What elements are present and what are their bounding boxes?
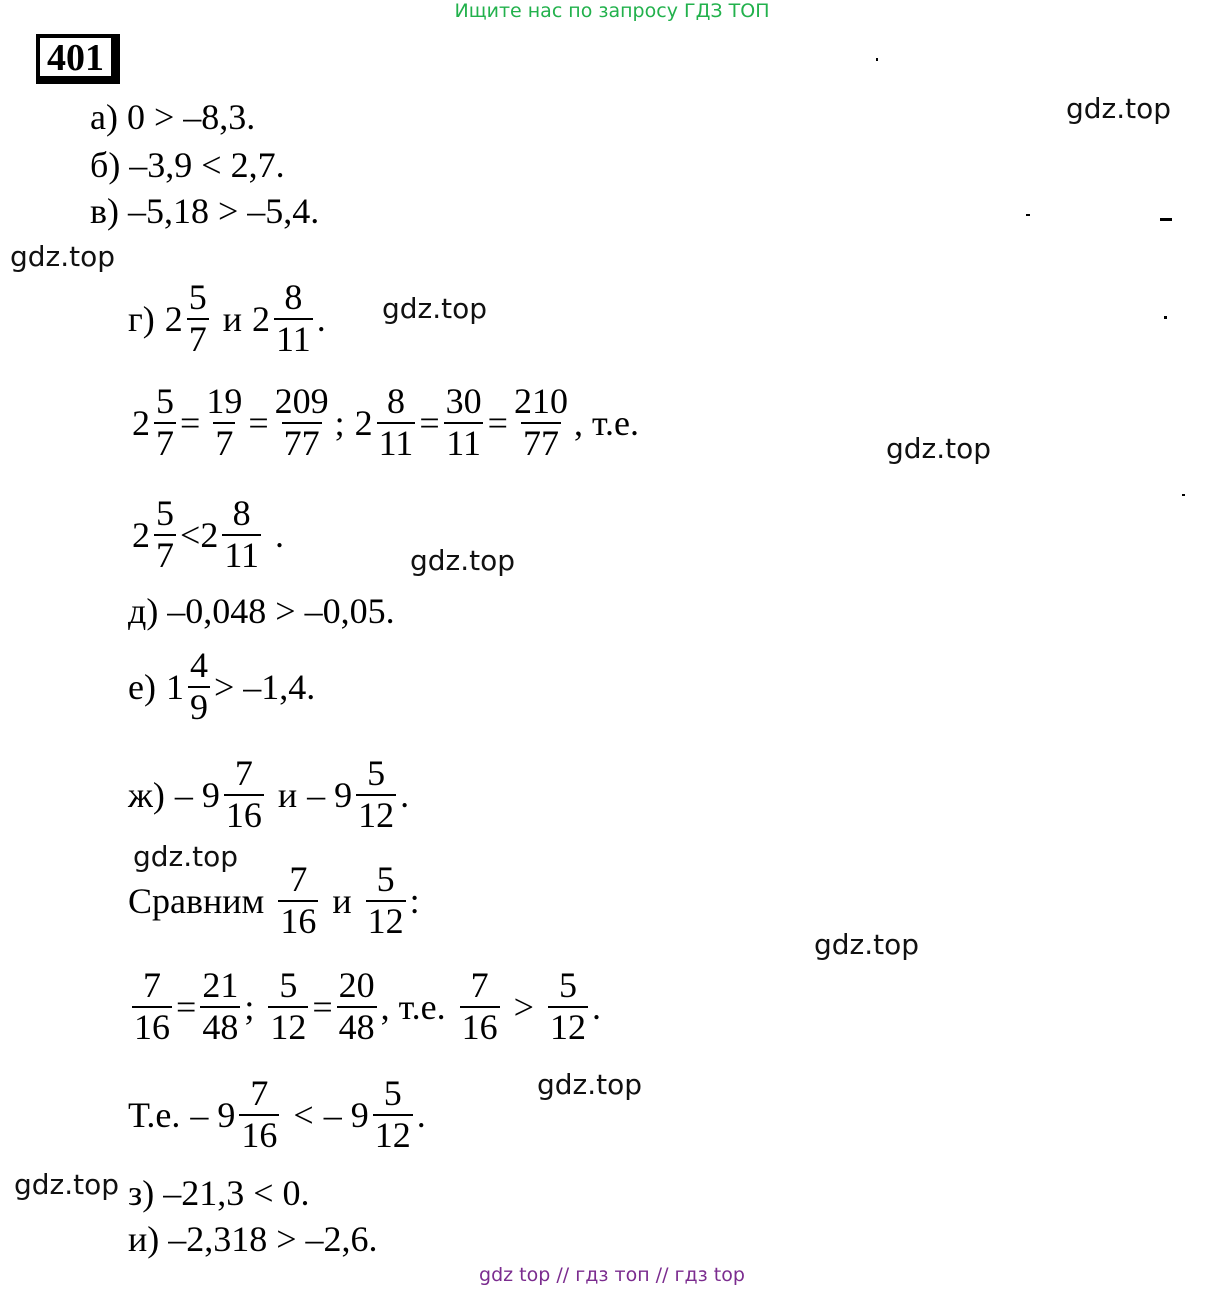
denominator: 7	[188, 318, 207, 359]
numerator: 8	[284, 277, 303, 317]
watermark: gdz.top	[886, 432, 992, 465]
numerator: 7	[289, 859, 308, 899]
fraction	[356, 754, 396, 835]
equals: =	[419, 402, 440, 443]
fraction	[377, 382, 416, 463]
period: .	[316, 298, 326, 339]
watermark: gdz.top	[14, 1168, 120, 1201]
period: .	[400, 774, 410, 815]
footer-links	[0, 1264, 1224, 1286]
conclusion-word: , т.е.	[573, 402, 639, 443]
fraction	[154, 382, 176, 463]
whole: 2	[200, 514, 219, 555]
fraction	[460, 966, 500, 1047]
numerator: 5	[383, 1073, 402, 1113]
denominator: 12	[367, 900, 404, 941]
equals: =	[248, 402, 269, 443]
answer-e	[128, 646, 315, 727]
denominator: 16	[241, 1114, 278, 1155]
whole: 2	[252, 298, 271, 339]
whole: – 9	[190, 1094, 236, 1135]
denominator: 11	[446, 422, 481, 463]
numerator: 8	[232, 493, 251, 533]
compare-line	[128, 860, 420, 941]
period: .	[274, 514, 284, 555]
watermark: gdz.top	[410, 544, 516, 577]
fraction	[224, 754, 264, 835]
numerator: 5	[156, 493, 174, 533]
answer-g-statement	[128, 278, 326, 359]
fraction	[512, 382, 570, 463]
greater-than: >	[513, 986, 534, 1027]
denominator: 16	[280, 900, 317, 941]
fraction	[274, 278, 313, 359]
numerator: 19	[206, 381, 243, 421]
denominator: 16	[461, 1006, 498, 1047]
less-than: <	[180, 514, 201, 555]
denominator: 48	[202, 1006, 239, 1047]
denominator: 11	[378, 422, 414, 463]
denominator: 77	[522, 422, 559, 463]
denominator: 7	[215, 422, 234, 463]
answer-a: а) 0 > –8,3.	[90, 97, 256, 137]
numerator: 5	[188, 277, 207, 317]
watermark: gdz.top	[537, 1068, 643, 1101]
fraction	[222, 494, 261, 575]
denominator: 12	[549, 1006, 586, 1047]
common-denominator-line	[128, 966, 601, 1047]
watermark: gdz.top	[814, 928, 920, 961]
numerator: 21	[202, 965, 239, 1005]
fraction	[132, 966, 172, 1047]
answer-b: б) –3,9 < 2,7.	[90, 145, 285, 185]
less-than: <	[293, 1094, 314, 1135]
footer-link-gdz-top-ru[interactable]: гдз топ	[575, 1264, 650, 1286]
fraction	[337, 966, 377, 1047]
numerator: 5	[558, 965, 577, 1005]
compare-word: Сравним	[128, 880, 265, 921]
denominator: 77	[283, 422, 320, 463]
numerator: 30	[445, 381, 482, 421]
whole: 2	[132, 402, 150, 443]
denominator: 16	[134, 1006, 170, 1047]
answer-i: и) –2,318 > –2,6.	[128, 1219, 378, 1259]
watermark: gdz.top	[1066, 92, 1172, 125]
numerator: 4	[189, 645, 208, 685]
label: ж)	[128, 774, 165, 815]
whole: – 9	[174, 774, 220, 815]
watermark: gdz.top	[133, 840, 239, 873]
watermark: gdz.top	[10, 240, 116, 273]
answer-g-result	[132, 494, 284, 575]
answer-zh-statement	[128, 754, 409, 835]
fraction	[278, 860, 318, 941]
denominator: 9	[189, 686, 208, 727]
numerator: 209	[274, 381, 329, 421]
whole: 2	[132, 514, 150, 555]
whole: 2	[354, 402, 373, 443]
watermark: gdz.top	[382, 292, 488, 325]
colon: :	[409, 880, 420, 921]
footer-link-gdz-top[interactable]: gdz top	[479, 1264, 551, 1286]
whole: 2	[164, 298, 183, 339]
fraction	[187, 278, 209, 359]
answer-g-conversion	[132, 382, 639, 463]
fraction	[268, 966, 308, 1047]
fraction	[204, 382, 244, 463]
fraction	[444, 382, 484, 463]
fraction	[548, 966, 588, 1047]
numerator: 5	[156, 381, 174, 421]
semicolon: ;	[244, 986, 255, 1027]
denominator: 12	[374, 1114, 411, 1155]
whole: 1	[165, 666, 184, 707]
equals: =	[180, 402, 201, 443]
conclusion-word: , т.е.	[380, 986, 446, 1027]
scan-speck	[1164, 316, 1167, 319]
conclusion-word: Т.е.	[128, 1094, 181, 1135]
fraction	[188, 646, 210, 727]
denominator: 7	[156, 422, 174, 463]
denominator: 16	[225, 794, 262, 835]
conjunction: и	[332, 880, 352, 921]
task-number: 401	[36, 34, 120, 84]
whole: – 9	[307, 774, 353, 815]
whole: – 9	[323, 1094, 369, 1135]
denominator: 11	[276, 318, 311, 359]
numerator: 5	[279, 965, 298, 1005]
equals: =	[312, 986, 333, 1027]
fraction	[273, 382, 331, 463]
answer-d: д) –0,048 > –0,05.	[128, 591, 395, 631]
fraction	[154, 494, 176, 575]
equals: =	[176, 986, 197, 1027]
numerator: 8	[386, 381, 405, 421]
numerator: 20	[338, 965, 375, 1005]
numerator: 210	[513, 381, 568, 421]
fraction	[200, 966, 240, 1047]
header-note: Ищите нас по запросу ГДЗ ТОП	[454, 0, 770, 22]
fraction	[373, 1074, 413, 1155]
denominator: 48	[338, 1006, 375, 1047]
scan-speck	[1182, 494, 1185, 496]
equals: =	[487, 402, 508, 443]
scan-speck	[1160, 218, 1172, 221]
numerator: 7	[250, 1073, 269, 1113]
period: .	[591, 986, 601, 1027]
denominator: 12	[358, 794, 395, 835]
scan-speck	[1026, 214, 1030, 216]
denominator: 11	[224, 534, 259, 575]
scan-speck	[876, 58, 878, 61]
numerator: 5	[367, 753, 386, 793]
conjunction: и	[277, 774, 298, 815]
answer-v: в) –5,18 > –5,4.	[90, 191, 320, 231]
conjunction: и	[222, 298, 243, 339]
label: е)	[128, 666, 156, 707]
label: г)	[128, 298, 155, 339]
numerator: 5	[376, 859, 395, 899]
footer-separator: //	[655, 1264, 669, 1286]
denominator: 7	[156, 534, 174, 575]
semicolon: ;	[334, 402, 345, 443]
footer-separator: //	[556, 1264, 570, 1286]
footer-link-gdz-top-mixed[interactable]: гдз top	[674, 1264, 745, 1286]
answer-z: з) –21,3 < 0.	[128, 1173, 310, 1213]
period: .	[416, 1094, 426, 1135]
denominator: 12	[270, 1006, 307, 1047]
numerator: 7	[234, 753, 253, 793]
answer-zh-result	[128, 1074, 426, 1155]
comparison: > –1,4.	[213, 666, 316, 707]
numerator: 7	[143, 965, 161, 1005]
fraction	[239, 1074, 279, 1155]
numerator: 7	[470, 965, 489, 1005]
fraction	[366, 860, 406, 941]
